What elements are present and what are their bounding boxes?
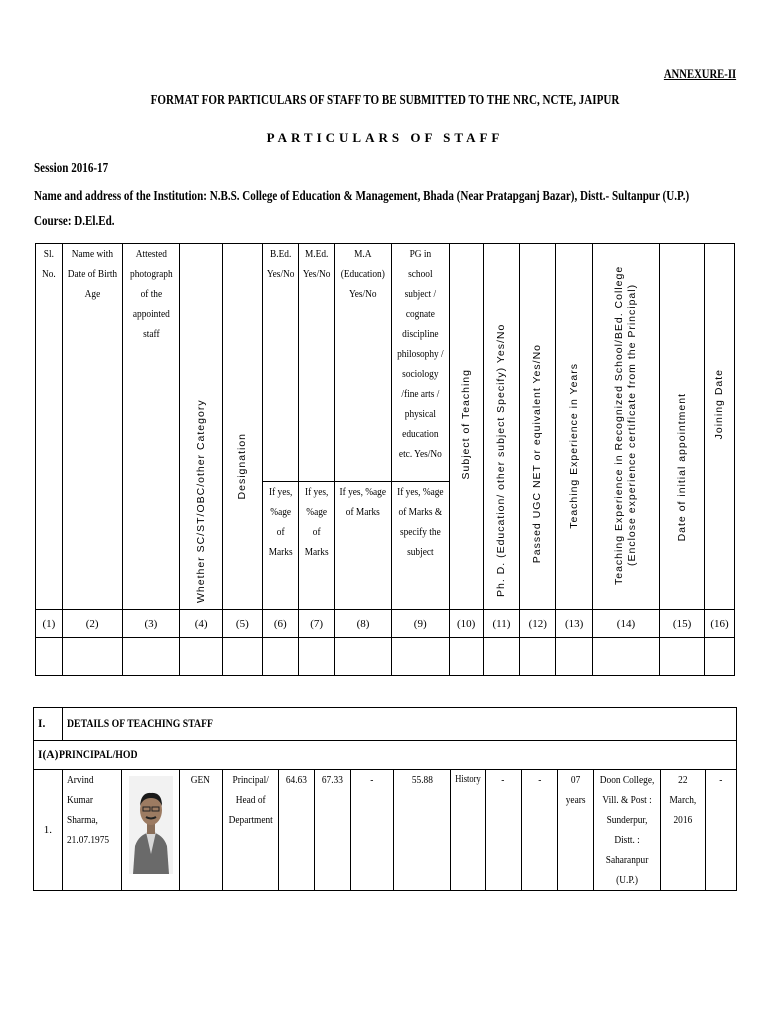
col-number: (4) — [180, 610, 223, 638]
header-med: M.Ed. Yes/No — [298, 244, 334, 482]
header-phd: Ph. D. (Education/ other subject Specify) Yes/No — [483, 244, 519, 610]
staff-photograph — [129, 776, 173, 874]
header-name: Name with Date of Birth Age — [62, 244, 122, 610]
header-bed: B.Ed. Yes/No — [262, 244, 298, 482]
course-line: Course: D.El.Ed. — [34, 213, 115, 228]
header-category: Whether SC/ST/OBC/other Category — [180, 244, 223, 610]
col-number: (7) — [298, 610, 334, 638]
section-number: I. — [34, 708, 63, 741]
header-med-marks: If yes, %age of Marks — [298, 482, 334, 610]
staff-sl: 1. — [34, 770, 63, 891]
header-joining: Joining Date — [705, 244, 735, 610]
institution-line: Name and address of the Institution: N.B.S. College of Education & Management, Bhada (Near Pratapganj Bazar), Distt.- Sultanpur (U.P.) — [34, 188, 690, 203]
col-number: (8) — [335, 610, 392, 638]
col-number: (13) — [556, 610, 592, 638]
header-sl: Sl. No. — [36, 244, 63, 610]
staff-joining: - — [706, 770, 737, 891]
staff-exp-place: Doon College, Vill. & Post : Sunderpur, Distt. : Saharanpur (U.P.) — [594, 770, 661, 891]
header-designation: Designation — [223, 244, 263, 610]
session-line: Session 2016-17 — [34, 160, 109, 175]
header-pg: PG in school subject / cognate discipline philosophy / sociology /fine arts / physical education etc. Yes/No — [391, 244, 449, 482]
staff-bed: 64.63 — [278, 770, 314, 891]
staff-pg: 55.88 — [393, 770, 451, 891]
col-number: (16) — [705, 610, 735, 638]
staff-photo — [122, 770, 180, 891]
col-number: (10) — [449, 610, 483, 638]
document-title: FORMAT FOR PARTICULARS OF STAFF TO BE SUBMITTED TO THE NRC, NCTE, JAIPUR — [150, 92, 620, 107]
section-label: DETAILS OF TEACHING STAFF — [62, 708, 736, 741]
header-bed-marks: If yes, %age of Marks — [262, 482, 298, 610]
col-number: (11) — [483, 610, 519, 638]
document-subtitle: PARTICULARS OF STAFF — [266, 130, 504, 145]
table-row — [34, 770, 737, 891]
col-number: (9) — [391, 610, 449, 638]
header-pg-marks: If yes, %age of Marks & specify the subject — [391, 482, 449, 610]
staff-med: 67.33 — [315, 770, 351, 891]
col-number: (1) — [36, 610, 63, 638]
col-number: (3) — [122, 610, 180, 638]
staff-subject: History — [451, 770, 485, 891]
header-exp-place: Teaching Experience in Recognized School/BEd. College (Enclose experience certificate from the Principal) — [592, 244, 659, 610]
header-ma: M.A (Education) Yes/No — [335, 244, 392, 482]
staff-designation: Principal/ Head of Department — [222, 770, 278, 891]
annexure-label: ANNEXURE-II — [663, 66, 736, 81]
teaching-staff-table — [33, 707, 737, 891]
staff-appointment: 22 March, 2016 — [661, 770, 706, 891]
staff-name: Arvind Kumar Sharma, 21.07.1975 — [62, 770, 122, 891]
col-number: (5) — [223, 610, 263, 638]
subsection-label: I(A) PRINCIPAL/HOD — [34, 741, 737, 770]
header-appointment: Date of initial appointment — [660, 244, 705, 610]
header-experience: Teaching Experience in Years — [556, 244, 592, 610]
staff-ma: - — [351, 770, 394, 891]
staff-header-table — [35, 243, 735, 676]
header-net: Passed UGC NET or equivalent Yes/No — [520, 244, 556, 610]
col-number: (6) — [262, 610, 298, 638]
col-number: (12) — [520, 610, 556, 638]
empty-row — [36, 638, 735, 676]
staff-phd: - — [485, 770, 521, 891]
col-number: (14) — [592, 610, 659, 638]
column-number-row — [36, 610, 735, 638]
header-subject: Subject of Teaching — [449, 244, 483, 610]
staff-category: GEN — [179, 770, 222, 891]
header-photo: Attested photograph of the appointed staff — [122, 244, 180, 610]
staff-net: - — [521, 770, 557, 891]
col-number: (15) — [660, 610, 705, 638]
staff-experience: 07 years — [557, 770, 593, 891]
col-number: (2) — [62, 610, 122, 638]
header-ma-marks: If yes, %age of Marks — [335, 482, 392, 610]
